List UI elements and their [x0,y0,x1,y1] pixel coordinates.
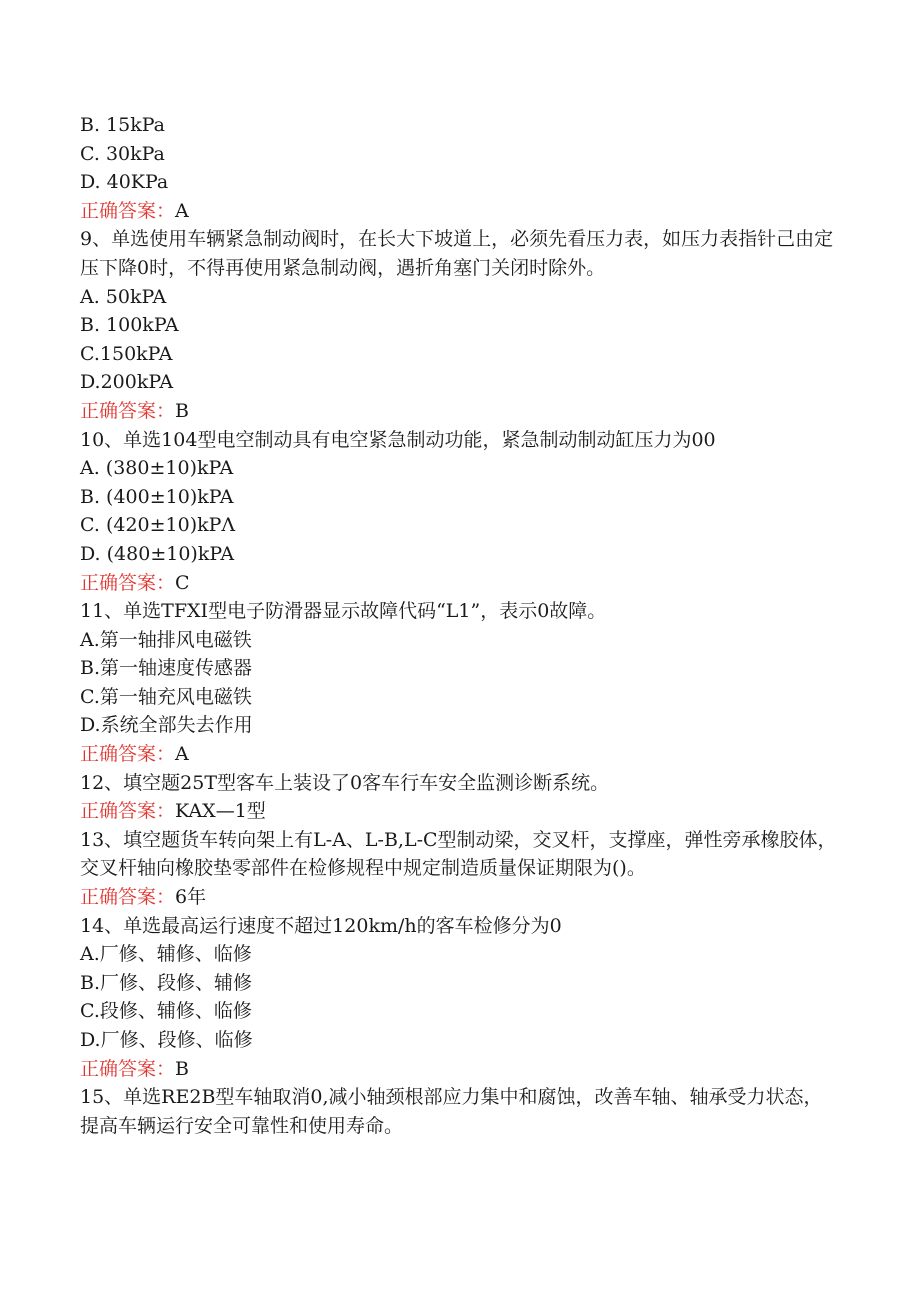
option-b: B.厂修、段修、辅修 [80,971,253,994]
answer-label: 正确答案： [80,800,176,823]
answer-label: 正确答案： [80,886,176,909]
answer-line [80,1055,840,1084]
answer-line [80,569,840,598]
answer-label: 正确答案： [80,1057,176,1080]
option-d: D. (480±10)kPA [80,542,235,565]
option-b: B. 100kPA [80,314,179,337]
option-c: C.段修、辅修、临修 [80,1000,252,1023]
question-13: 13、填空题货车转向架上有L-A、L-B,L-C型制动梁，交叉杆，支撑座，弹性旁承橡胶体，交叉杆轴向橡胶垫零部件在检修规程中规定制造质量保证期限为()。 [80,828,837,880]
answer-line [80,397,840,426]
option-a: A. (380±10)kPA [80,457,234,480]
answer-value: A [175,199,189,222]
document-content [80,111,840,1140]
option-d: D.厂修、段修、临修 [80,1029,253,1051]
option-b: B. 15kPa [80,114,165,136]
question-11: 11、单选TFXI型电子防滑器显示故障代码“L1”，表示0故障。 [80,600,607,623]
answer-line [80,197,840,226]
answer-line [80,883,840,912]
question-9: 9、单选使用车辆紧急制动阀时，在长大下坡道上，必须先看压力表，如压力表指针己由定压下降0时，不得再使用紧急制动阀，遇折角塞门关闭时除外。 [80,228,834,279]
answer-value: A [175,743,189,766]
answer-value: 6年 [175,886,207,909]
option-d: D.200kPA [80,371,174,394]
question-12: 12、填空题25T型客车上装设了0客车行车安全监测诊断系统。 [80,771,610,794]
option-c: C. (420±10)kPΛ [80,514,236,537]
question-10: 10、单选104型电空制动具有电空紧急制动功能，紧急制动制动缸压力为00 [80,428,716,451]
answer-label: 正确答案： [80,571,176,594]
answer-label: 正确答案： [80,399,176,422]
option-a: A. 50kPA [80,285,167,308]
option-c: C. 30kPa [80,142,165,165]
answer-value: B [175,1057,189,1080]
option-a: A.厂修、辅修、临修 [80,943,252,966]
option-a: A.第一轴排风电磁铁 [80,628,252,651]
answer-label: 正确答案： [80,743,176,766]
answer-line [80,740,840,769]
option-d: D. 40KPa [80,171,169,194]
option-b: B.第一轴速度传感器 [80,657,253,680]
question-14: 14、单选最高运行速度不超过120km/h的客车检修分为0 [80,914,562,937]
answer-value: KAX—1型 [175,800,266,823]
option-b: B. (400±10)kPA [80,485,234,508]
answer-value: B [175,399,189,422]
question-15: 15、单选RE2B型车轴取消0,减小轴颈根部应力集中和腐蚀，改善车轴、轴承受力状态，提高车辆运行安全可靠性和使用寿命。 [80,1086,823,1137]
answer-value: C [175,571,190,594]
answer-label: 正确答案： [80,199,176,222]
option-c: C.第一轴充风电磁铁 [80,685,252,708]
option-d: D.系统全部失去作用 [80,714,253,737]
option-c: C.150kPA [80,342,173,365]
answer-line [80,797,840,826]
